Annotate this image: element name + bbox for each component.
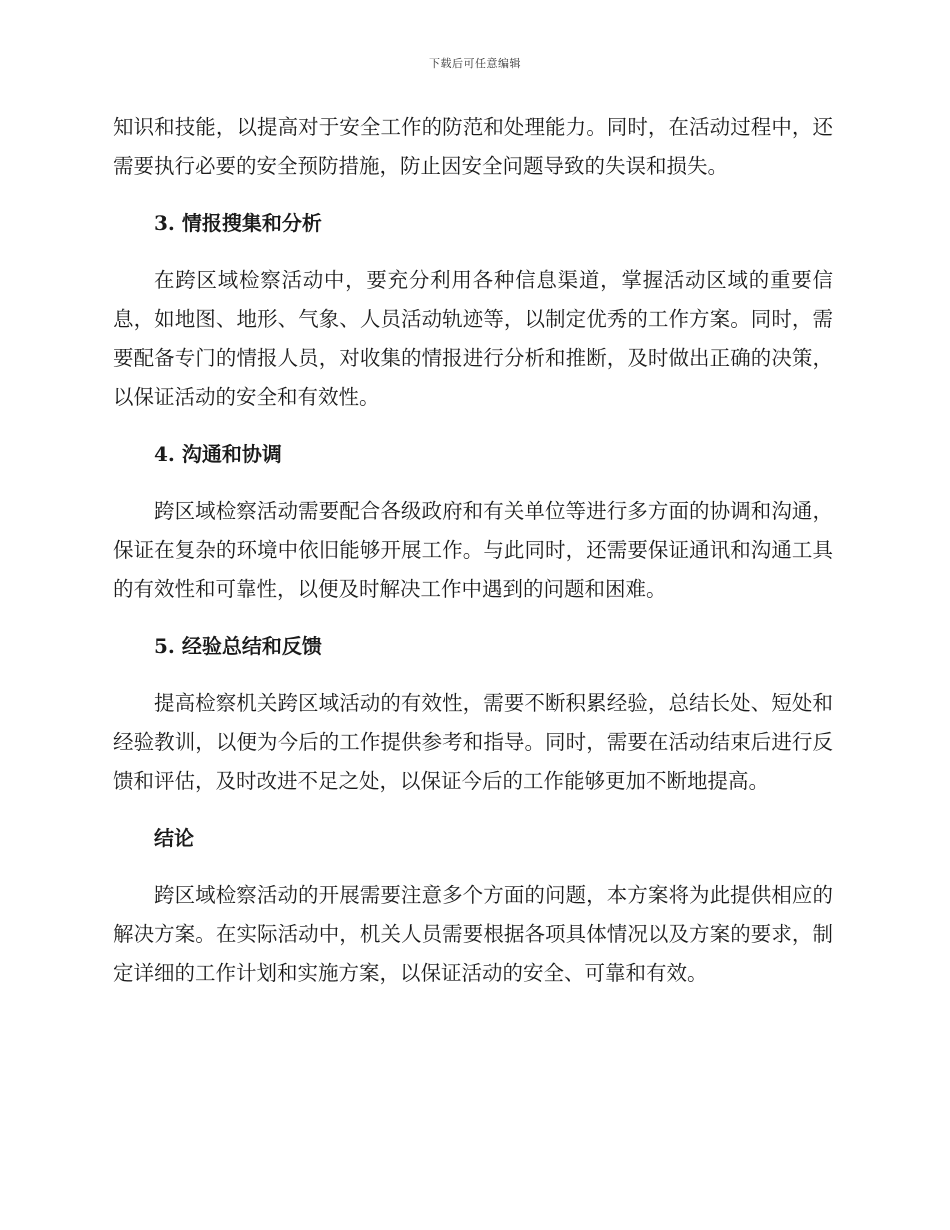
section-paragraph-experience: 提高检察机关跨区域活动的有效性，需要不断积累经验，总结长处、短处和经验教训，以便为今后的工作提供参考和指导。同时，需要在活动结束后进行反馈和评估，及时改进不足之处，以保证今后的工作能够更加不断地提高。 (113, 691, 833, 793)
page-header: 下载后可任意编辑 (429, 57, 521, 70)
section-heading-communication: 4. 沟通和协调 (154, 442, 282, 466)
section-heading-experience: 5. 经验总结和反馈 (154, 634, 322, 658)
section-paragraph-intel: 在跨区域检察活动中，要充分利用各种信息渠道，掌握活动区域的重要信息，如地图、地形、气象、人员活动轨迹等，以制定优秀的工作方案。同时，需要配备专门的情报人员，对收集的情报进行分析和推断，及时做出正确的决策，以保证活动的安全和有效性。 (113, 268, 833, 409)
section-heading-intel: 3. 情报搜集和分析 (154, 211, 322, 235)
section-paragraph-conclusion: 跨区域检察活动的开展需要注意多个方面的问题，本方案将为此提供相应的解决方案。在实际活动中，机关人员需要根据各项具体情况以及方案的要求，制定详细的工作计划和实施方案，以保证活动的安全、可靠和有效。 (113, 883, 833, 985)
section-heading-conclusion: 结论 (154, 826, 194, 850)
intro-paragraph: 知识和技能，以提高对于安全工作的防范和处理能力。同时，在活动过程中，还需要执行必要的安全预防措施，防止因安全问题导致的失误和损失。 (113, 115, 833, 178)
section-paragraph-communication: 跨区域检察活动需要配合各级政府和有关单位等进行多方面的协调和沟通，保证在复杂的环境中依旧能够开展工作。与此同时，还需要保证通讯和沟通工具的有效性和可靠性，以便及时解决工作中遇到的问题和困难。 (113, 499, 833, 601)
document-body (113, 108, 833, 993)
